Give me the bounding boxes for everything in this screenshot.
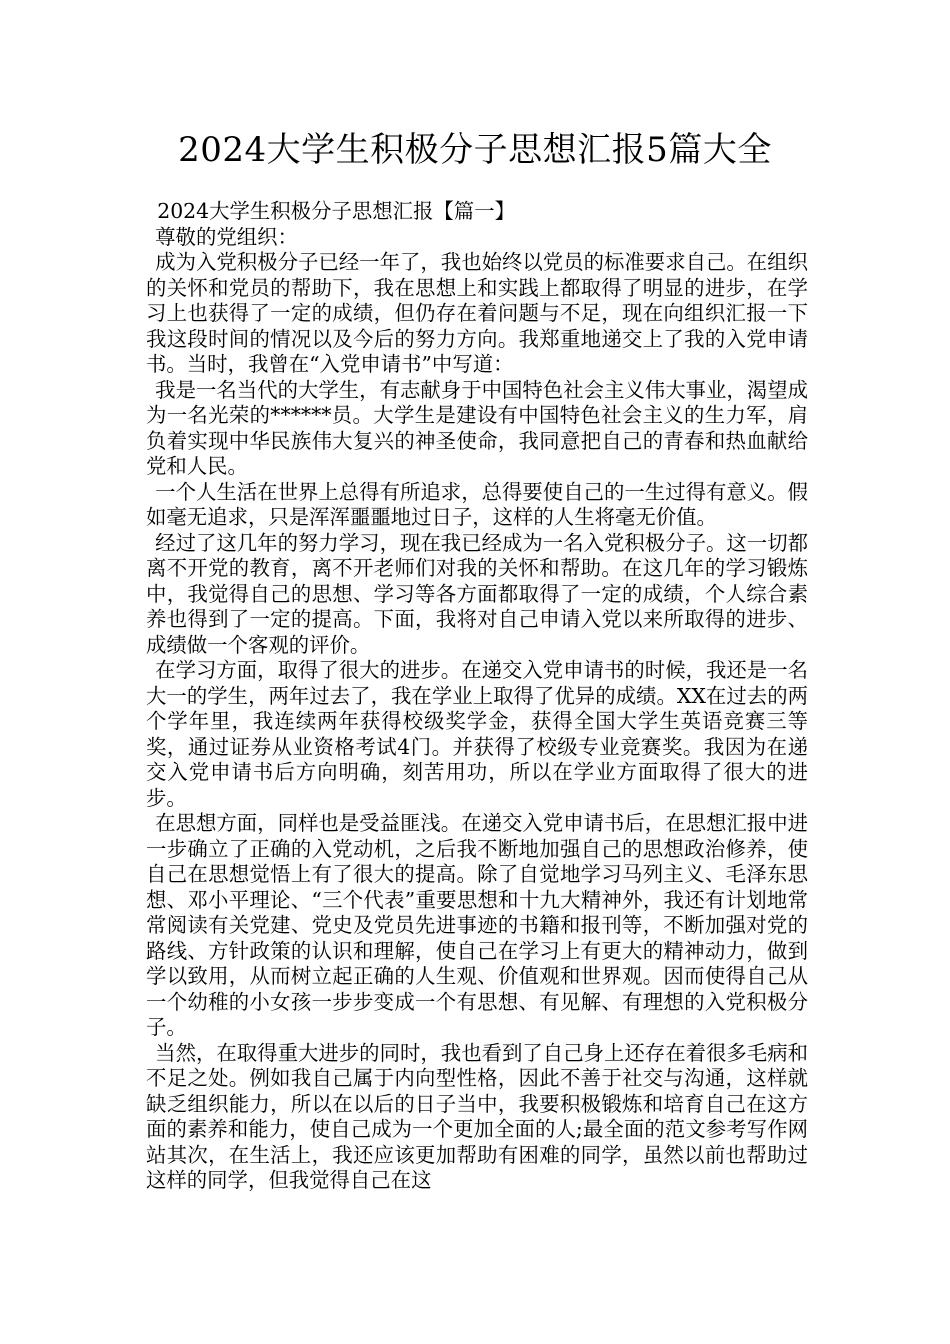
- paragraph: 当然，在取得重大进步的同时，我也看到了自己身上还存在着很多毛病和不足之处。例如我自己属于内向型性格，因此不善于社交与沟通，这样就缺乏组织能力，所以在以后的日子当中，我要积极锻炼和培育自己在这方面的素养和能力，使自己成为一个更加全面的人;最全面的范文参考写作网站其次，在生活上，我还应该更加帮助有困难的同学，虽然以前也帮助过这样的同学，但我觉得自己在这: [146, 1040, 808, 1192]
- salutation: 尊敬的党组织：: [155, 224, 298, 249]
- paragraph: 经过了这几年的努力学习，现在我已经成为一名入党积极分子。这一切都离不开党的教育，离不开老师们对我的关怀和帮助。在这几年的学习锻炼中，我觉得自己的思想、学习等各方面都取得了一定的成绩，个人综合素养也得到了一定的提高。下面，我将对自己申请入党以来所取得的进步、成绩做一个客观的评价。: [146, 530, 808, 657]
- document-body: [146, 199, 808, 1194]
- paragraph: 成为入党积极分子已经一年了，我也始终以党员的标准要求自己。在组织的关怀和党员的帮助下，我在思想上和实践上都取得了明显的进步，在学习上也获得了一定的成绩，但仍存在着问题与不足，现在向组织汇报一下我这段时间的情况以及今后的努力方向。我郑重地递交上了我的入党申请书。当时，我曾在“入党申请书”中写道：: [146, 250, 808, 376]
- document-title: 2024大学生积极分子思想汇报5篇大全: [178, 130, 772, 170]
- paragraph: 在思想方面，同样也是受益匪浅。在递交入党申请书后，在思想汇报中进一步确立了正确的入党动机，之后我不断地加强自己的思想政治修养，使自己在思想觉悟上有了很大的提高。除了自觉地学习马列主义、毛泽东思想、邓小平理论、“三个代表”重要思想和十九大精神外，我还有计划地常常阅读有关党建、党史及党员先进事迹的书籍和报刊等，不断加强对党的路线、方针政策的认识和理解，使自己在学习上有更大的精神动力，做到学以致用，从而树立起正确的人生观、价值观和世界观。因而使得自己从一个幼稚的小女孩一步步变成一个有思想、有见解、有理想的入党积极分子。: [146, 811, 808, 1039]
- section-heading: 2024大学生积极分子思想汇报【篇一】: [157, 199, 515, 223]
- paragraph: 一个人生活在世界上总得有所追求，总得要使自己的一生过得有意义。假如毫无追求，只是浑浑噩噩地过日子，这样的人生将毫无价值。: [146, 479, 808, 529]
- paragraph: 在学习方面，取得了很大的进步。在递交入党申请书的时候，我还是一名大一的学生，两年过去了，我在学业上取得了优异的成绩。XX在过去的两个学年里，我连续两年获得校级奖学金，获得全国大学生英语竞赛三等奖，通过证券从业资格考试4门。并获得了校级专业竞赛奖。我因为在递交入党申请书后方向明确，刻苦用功，所以在学业方面取得了很大的进步。: [146, 658, 808, 810]
- paragraph: 我是一名当代的大学生，有志献身于中国特色社会主义伟大事业，渴望成为一名光荣的******员。大学生是建设有中国特色社会主义的生力军，肩负着实现中华民族伟大复兴的神圣使命，我同意把自己的青春和热血献给党和人民。: [146, 377, 808, 478]
